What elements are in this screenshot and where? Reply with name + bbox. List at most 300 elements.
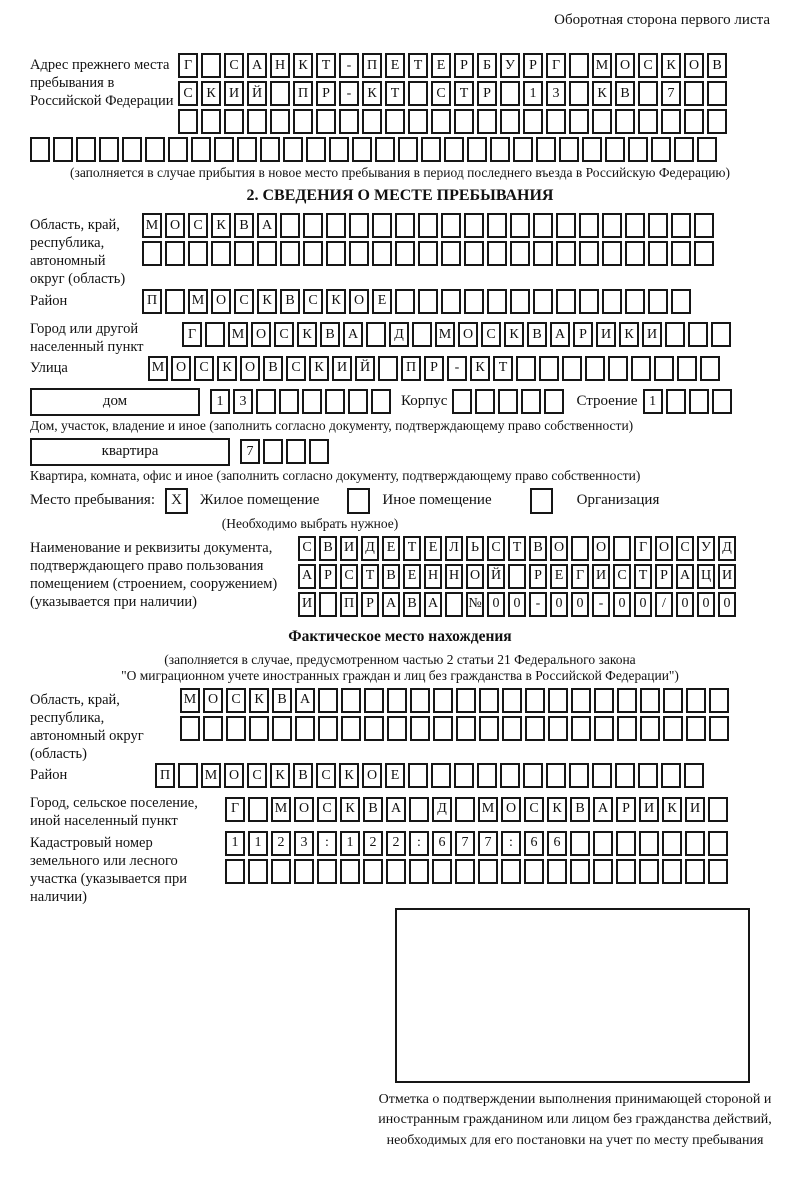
char-box: Р — [361, 592, 379, 617]
char-box: / — [655, 592, 673, 617]
char-box: С — [316, 763, 336, 788]
stamp-area — [395, 908, 750, 1083]
char-box: И — [718, 564, 736, 589]
char-box — [201, 53, 221, 78]
char-box: Р — [316, 81, 336, 106]
char-box — [490, 137, 510, 162]
char-box: И — [224, 81, 244, 106]
char-box: М — [228, 322, 248, 347]
char-box: Р — [529, 564, 547, 589]
char-box: 2 — [271, 831, 291, 856]
char-box: О — [466, 564, 484, 589]
char-box: Т — [361, 564, 379, 589]
cadastral-line1 — [225, 831, 728, 856]
cadastral-label: Кадастровый номер земельного или лесного участка (указывается при наличии) — [30, 834, 187, 905]
char-box — [502, 688, 522, 713]
prev-address-line2 — [178, 81, 727, 106]
char-box — [283, 137, 303, 162]
char-box: Н — [270, 53, 290, 78]
char-box: Л — [445, 536, 463, 561]
char-box — [510, 213, 530, 238]
char-box: 0 — [613, 592, 631, 617]
char-box — [53, 137, 73, 162]
char-box — [707, 109, 727, 134]
char-box: М — [592, 53, 612, 78]
char-box: Й — [247, 81, 267, 106]
char-box: В — [272, 688, 292, 713]
char-box: Е — [424, 536, 442, 561]
char-box: : — [317, 831, 337, 856]
char-box — [579, 241, 599, 266]
actual-region-block — [30, 688, 770, 764]
char-box: : — [501, 831, 521, 856]
char-box — [546, 763, 566, 788]
char-box: Т — [493, 356, 513, 381]
char-box — [685, 859, 705, 884]
char-box — [279, 389, 299, 414]
char-box — [477, 109, 497, 134]
char-box — [366, 322, 386, 347]
char-box — [523, 763, 543, 788]
char-box — [615, 763, 635, 788]
char-box: Г — [182, 322, 202, 347]
char-box — [585, 356, 605, 381]
section2-title: 2. СВЕДЕНИЯ О МЕСТЕ ПРЕБЫВАНИЯ — [246, 187, 554, 204]
char-box: Г — [178, 53, 198, 78]
char-box — [260, 137, 280, 162]
char-box: В — [319, 536, 337, 561]
char-box — [547, 859, 567, 884]
char-box: О — [458, 322, 478, 347]
char-box: Р — [655, 564, 673, 589]
char-box: 0 — [487, 592, 505, 617]
char-box — [286, 439, 306, 464]
char-box: Г — [634, 536, 652, 561]
char-box: О — [171, 356, 191, 381]
char-box: К — [217, 356, 237, 381]
char-box — [521, 389, 541, 414]
char-box — [666, 389, 686, 414]
char-box — [625, 241, 645, 266]
char-box — [525, 716, 545, 741]
char-box — [454, 109, 474, 134]
char-box: О — [592, 536, 610, 561]
char-box — [456, 688, 476, 713]
char-box — [349, 241, 369, 266]
char-box: К — [293, 53, 313, 78]
char-box — [671, 241, 691, 266]
char-box — [677, 356, 697, 381]
char-box — [387, 716, 407, 741]
char-box: И — [642, 322, 662, 347]
char-box — [248, 797, 268, 822]
char-box — [211, 241, 231, 266]
char-box — [569, 53, 589, 78]
char-box — [625, 289, 645, 314]
char-box — [592, 109, 612, 134]
char-box — [593, 831, 613, 856]
char-box — [523, 109, 543, 134]
char-box — [372, 213, 392, 238]
char-box — [708, 797, 728, 822]
char-box: Р — [319, 564, 337, 589]
char-box — [500, 81, 520, 106]
char-box — [372, 241, 392, 266]
char-box — [694, 213, 714, 238]
char-box — [548, 688, 568, 713]
char-box — [513, 137, 533, 162]
char-box: О — [349, 289, 369, 314]
char-box — [617, 688, 637, 713]
char-box — [631, 356, 651, 381]
char-box — [385, 109, 405, 134]
char-box — [616, 859, 636, 884]
char-box — [418, 241, 438, 266]
char-box — [378, 356, 398, 381]
char-box: С — [224, 53, 244, 78]
char-box: П — [142, 289, 162, 314]
char-box: К — [270, 763, 290, 788]
char-box — [536, 137, 556, 162]
char-box — [352, 137, 372, 162]
char-box — [671, 213, 691, 238]
char-box — [410, 716, 430, 741]
char-box — [638, 81, 658, 106]
char-box — [188, 241, 208, 266]
char-box: Р — [523, 53, 543, 78]
char-box: О — [550, 536, 568, 561]
char-box — [178, 763, 198, 788]
char-box — [263, 439, 283, 464]
char-box — [464, 289, 484, 314]
char-box — [280, 213, 300, 238]
char-box: П — [362, 53, 382, 78]
region-line2 — [142, 241, 714, 266]
char-box — [582, 137, 602, 162]
char-box: М — [271, 797, 291, 822]
char-box: 1 — [523, 81, 543, 106]
city-block — [30, 317, 770, 356]
char-box: Е — [385, 53, 405, 78]
house-number-line — [210, 389, 391, 414]
char-box — [341, 716, 361, 741]
char-box — [594, 716, 614, 741]
char-box — [711, 322, 731, 347]
char-box: В — [529, 536, 547, 561]
char-box — [684, 763, 704, 788]
stay-checkbox-other — [347, 488, 370, 514]
char-box: О — [684, 53, 704, 78]
house-type-box: дом — [30, 388, 200, 416]
stay-label-organization: Организация — [576, 492, 660, 509]
char-box — [325, 389, 345, 414]
apartment-number-line — [240, 439, 329, 464]
char-box — [418, 289, 438, 314]
char-box — [445, 592, 463, 617]
char-box: А — [593, 797, 613, 822]
char-box — [593, 859, 613, 884]
char-box: К — [339, 763, 359, 788]
char-box — [502, 716, 522, 741]
char-box: В — [320, 322, 340, 347]
char-box: 0 — [571, 592, 589, 617]
prev-address-boxes — [178, 53, 727, 137]
char-box: Е — [550, 564, 568, 589]
char-box: Й — [487, 564, 505, 589]
char-box — [546, 109, 566, 134]
char-box — [510, 289, 530, 314]
char-box — [408, 81, 428, 106]
char-box: Г — [225, 797, 245, 822]
house-note: Дом, участок, владение и иное (заполнить согласно документу, подтверждающему право собственности) — [30, 417, 634, 433]
char-box: С — [303, 289, 323, 314]
char-box — [571, 688, 591, 713]
char-box — [375, 137, 395, 162]
char-box — [500, 109, 520, 134]
char-box: В — [363, 797, 383, 822]
char-box — [697, 137, 717, 162]
actual-location-note-line1: (заполняется в случае, предусмотренном частью 2 статьи 21 Федерального закона — [164, 651, 636, 667]
char-box: М — [188, 289, 208, 314]
char-box: М — [201, 763, 221, 788]
char-box: С — [234, 289, 254, 314]
page-side-note: Оборотная сторона первого листа — [554, 12, 770, 28]
apartment-note: Квартира, комната, офис и иное (заполнить согласно документу, подтверждающему право собственности) — [30, 467, 641, 483]
char-box — [341, 688, 361, 713]
char-box — [654, 356, 674, 381]
char-box — [248, 859, 268, 884]
char-box: К — [470, 356, 490, 381]
char-box — [562, 356, 582, 381]
char-box — [431, 763, 451, 788]
char-box: Б — [477, 53, 497, 78]
char-box: Й — [355, 356, 375, 381]
char-box — [661, 763, 681, 788]
char-box — [306, 137, 326, 162]
char-box: М — [435, 322, 455, 347]
char-box: - — [592, 592, 610, 617]
char-box: К — [504, 322, 524, 347]
char-box: В — [403, 592, 421, 617]
char-box — [280, 241, 300, 266]
char-box — [615, 109, 635, 134]
char-box: О — [240, 356, 260, 381]
char-box — [648, 241, 668, 266]
char-box: С — [340, 564, 358, 589]
char-box: Р — [616, 797, 636, 822]
char-box: А — [343, 322, 363, 347]
char-box — [168, 137, 188, 162]
char-box: Т — [316, 53, 336, 78]
char-box: 0 — [697, 592, 715, 617]
char-box — [191, 137, 211, 162]
char-box: 2 — [363, 831, 383, 856]
char-box — [628, 137, 648, 162]
char-box — [694, 241, 714, 266]
char-box — [674, 137, 694, 162]
char-box — [339, 109, 359, 134]
prev-address-line4 — [30, 137, 770, 162]
apartment-type-box: квартира — [30, 438, 230, 466]
char-box — [441, 213, 461, 238]
char-box — [444, 137, 464, 162]
char-box: К — [340, 797, 360, 822]
char-box: Н — [424, 564, 442, 589]
char-box: О — [211, 289, 231, 314]
char-box — [433, 688, 453, 713]
char-box — [684, 81, 704, 106]
char-box: Е — [385, 763, 405, 788]
char-box: 7 — [661, 81, 681, 106]
char-box: Т — [385, 81, 405, 106]
char-box — [613, 536, 631, 561]
char-box — [237, 137, 257, 162]
actual-region-line1 — [180, 688, 729, 713]
char-box — [455, 797, 475, 822]
char-box — [616, 831, 636, 856]
char-box — [225, 859, 245, 884]
char-box — [500, 763, 520, 788]
char-box: М — [142, 213, 162, 238]
char-box — [318, 716, 338, 741]
char-box — [433, 716, 453, 741]
char-box: С — [481, 322, 501, 347]
char-box — [533, 213, 553, 238]
stroenie-line — [643, 389, 732, 414]
char-box — [516, 356, 536, 381]
char-box — [709, 716, 729, 741]
char-box: И — [340, 536, 358, 561]
char-box: 6 — [524, 831, 544, 856]
char-box: 1 — [210, 389, 230, 414]
char-box: У — [500, 53, 520, 78]
char-box — [303, 241, 323, 266]
char-box — [294, 859, 314, 884]
char-box: № — [466, 592, 484, 617]
char-box — [456, 716, 476, 741]
char-box: С — [524, 797, 544, 822]
char-box: И — [639, 797, 659, 822]
char-box: О — [251, 322, 271, 347]
char-box: С — [178, 81, 198, 106]
char-box: О — [615, 53, 635, 78]
char-box: В — [615, 81, 635, 106]
char-box: В — [707, 53, 727, 78]
stay-type-label: Место пребывания: — [30, 492, 155, 509]
char-box — [478, 859, 498, 884]
actual-district-line — [155, 763, 704, 788]
char-box: Р — [477, 81, 497, 106]
char-box — [665, 322, 685, 347]
char-box — [408, 109, 428, 134]
document-label: Наименование и реквизиты документа, подтверждающего право пользования помещением (строением, сооружением) (указывается при наличии) — [30, 539, 278, 611]
stroenie-label: Строение — [576, 393, 638, 410]
char-box: 1 — [643, 389, 663, 414]
char-box — [201, 109, 221, 134]
char-box — [180, 716, 200, 741]
house-row — [30, 388, 770, 416]
char-box: У — [697, 536, 715, 561]
char-box: П — [401, 356, 421, 381]
stay-label-residential: Жилое помещение — [200, 492, 320, 509]
char-box: Т — [403, 536, 421, 561]
char-box: К — [662, 797, 682, 822]
char-box — [569, 763, 589, 788]
char-box — [479, 688, 499, 713]
char-box: В — [263, 356, 283, 381]
char-box — [226, 716, 246, 741]
district-label: Район — [30, 292, 68, 309]
actual-district-label: Район — [30, 767, 68, 784]
char-box — [539, 356, 559, 381]
prev-address-note: (заполняется в случае прибытия в новое место пребывания в период последнего въезда в Российскую Федерацию) — [69, 165, 731, 180]
district-block — [30, 289, 770, 317]
char-box: - — [339, 53, 359, 78]
char-box: С — [194, 356, 214, 381]
char-box — [316, 109, 336, 134]
char-box: 0 — [634, 592, 652, 617]
city-line — [182, 322, 731, 347]
cadastral-line2 — [225, 859, 728, 884]
char-box — [708, 831, 728, 856]
char-box — [387, 688, 407, 713]
char-box: К — [201, 81, 221, 106]
char-box: - — [529, 592, 547, 617]
char-box: 7 — [478, 831, 498, 856]
char-box — [533, 289, 553, 314]
char-box — [684, 109, 704, 134]
char-box — [487, 289, 507, 314]
char-box: А — [386, 797, 406, 822]
char-box — [544, 389, 564, 414]
char-box — [662, 859, 682, 884]
document-line2 — [298, 564, 736, 589]
char-box: 6 — [547, 831, 567, 856]
korpus-line — [452, 389, 564, 414]
stay-checkbox-organization — [530, 488, 553, 514]
char-box: - — [447, 356, 467, 381]
char-box — [271, 859, 291, 884]
char-box — [639, 859, 659, 884]
char-box — [412, 322, 432, 347]
char-box — [418, 213, 438, 238]
char-box: Г — [571, 564, 589, 589]
char-box — [363, 859, 383, 884]
document-line3 — [298, 592, 736, 617]
district-line — [142, 289, 691, 314]
char-box: 3 — [294, 831, 314, 856]
char-box — [409, 859, 429, 884]
char-box: О — [362, 763, 382, 788]
char-box: О — [165, 213, 185, 238]
char-box — [475, 389, 495, 414]
char-box: С — [247, 763, 267, 788]
char-box — [464, 213, 484, 238]
char-box: О — [224, 763, 244, 788]
char-box: Е — [372, 289, 392, 314]
char-box — [178, 109, 198, 134]
char-box: С — [188, 213, 208, 238]
char-box: В — [280, 289, 300, 314]
char-box — [570, 859, 590, 884]
char-box — [205, 322, 225, 347]
cadastral-block — [30, 831, 770, 907]
char-box — [686, 688, 706, 713]
char-box — [559, 137, 579, 162]
char-box: С — [431, 81, 451, 106]
char-box: 2 — [386, 831, 406, 856]
char-box — [203, 716, 223, 741]
